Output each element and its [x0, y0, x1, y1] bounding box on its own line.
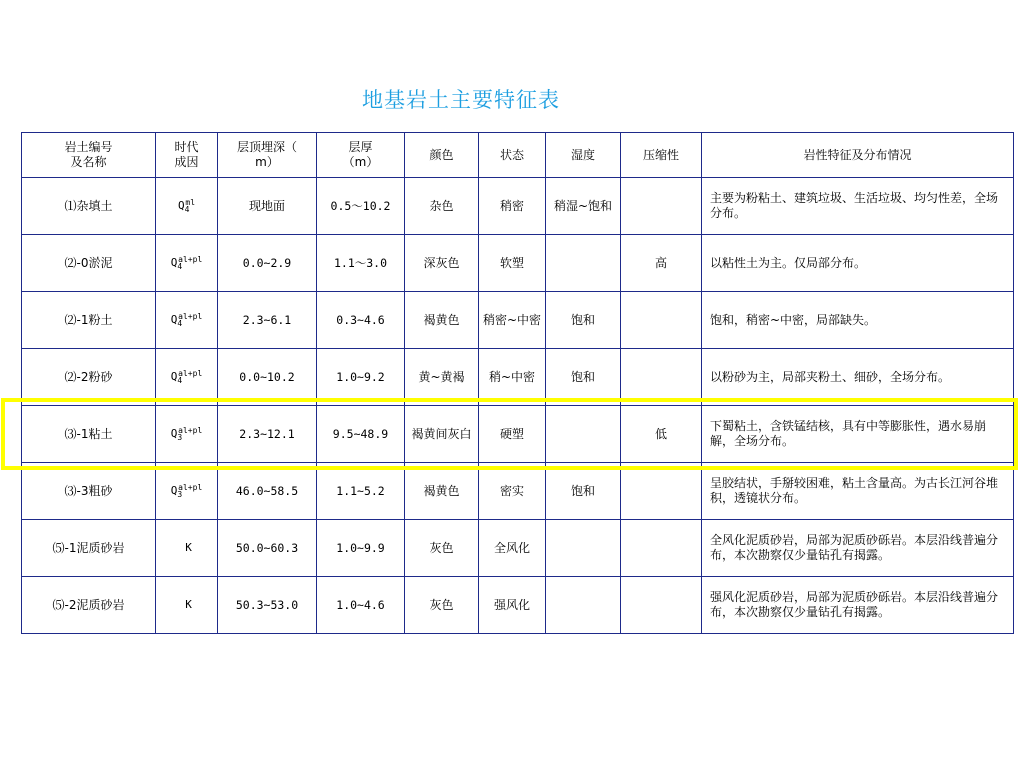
- header-age: 时代 成因: [156, 133, 218, 178]
- table-row: [22, 406, 1014, 463]
- cell-age: K: [156, 577, 218, 634]
- cell-compressibility: [621, 178, 702, 235]
- cell-thickness: 1.0~9.9: [317, 520, 405, 577]
- cell-description: 下蜀粘土，含铁锰结核，具有中等膨胀性，遇水易崩解，全场分布。: [702, 406, 1014, 463]
- cell-compressibility: 低: [621, 406, 702, 463]
- cell-depth: 现地面: [218, 178, 317, 235]
- cell-thickness: 1.1～3.0: [317, 235, 405, 292]
- cell-humidity: 饱和: [546, 463, 621, 520]
- cell-humidity: [546, 235, 621, 292]
- cell-humidity: 饱和: [546, 292, 621, 349]
- cell-age: $Q_4^{ml}$: [156, 178, 218, 235]
- cell-depth: 50.3~53.0: [218, 577, 317, 634]
- cell-color: 黄~黄褐: [405, 349, 479, 406]
- cell-age: $Q_4^{al+pl}$: [156, 292, 218, 349]
- cell-depth: 50.0~60.3: [218, 520, 317, 577]
- header-color: 颜色: [405, 133, 479, 178]
- cell-name: ⑶-3粗砂: [22, 463, 156, 520]
- cell-thickness: 9.5~48.9: [317, 406, 405, 463]
- cell-age: $Q_3^{al+pl}$: [156, 406, 218, 463]
- table-row: [22, 577, 1014, 634]
- cell-state: 硬塑: [479, 406, 546, 463]
- cell-thickness: 0.5～10.2: [317, 178, 405, 235]
- cell-name: ⑵-0淤泥: [22, 235, 156, 292]
- table-header-row: [22, 133, 1014, 178]
- cell-depth: 0.0~2.9: [218, 235, 317, 292]
- cell-name: ⑴杂填土: [22, 178, 156, 235]
- cell-state: 稍密~中密: [479, 292, 546, 349]
- cell-thickness: 1.0~4.6: [317, 577, 405, 634]
- cell-description: 主要为粉粘土、建筑垃圾、生活垃圾、均匀性差，全场分布。: [702, 178, 1014, 235]
- table-row: [22, 235, 1014, 292]
- cell-depth: 2.3~6.1: [218, 292, 317, 349]
- cell-description: 以粉砂为主，局部夹粉土、细砂，全场分布。: [702, 349, 1014, 406]
- cell-description: 强风化泥质砂岩，局部为泥质砂砾岩。本层沿线普遍分布，本次勘察仅少量钻孔有揭露。: [702, 577, 1014, 634]
- cell-state: 稍~中密: [479, 349, 546, 406]
- cell-humidity: [546, 520, 621, 577]
- cell-depth: 0.0~10.2: [218, 349, 317, 406]
- cell-humidity: 稍湿~饱和: [546, 178, 621, 235]
- header-humidity: 湿度: [546, 133, 621, 178]
- cell-color: 褐黄间灰白: [405, 406, 479, 463]
- cell-state: 密实: [479, 463, 546, 520]
- header-name: 岩土编号 及名称: [22, 133, 156, 178]
- cell-compressibility: [621, 292, 702, 349]
- table-row: [22, 178, 1014, 235]
- cell-name: ⑵-1粉土: [22, 292, 156, 349]
- table-row: [22, 292, 1014, 349]
- cell-name: ⑸-2泥质砂岩: [22, 577, 156, 634]
- cell-age: $Q_3^{al+pl}$: [156, 463, 218, 520]
- cell-age: K: [156, 520, 218, 577]
- cell-compressibility: [621, 520, 702, 577]
- header-state: 状态: [479, 133, 546, 178]
- header-thickness: 层厚 （m）: [317, 133, 405, 178]
- cell-name: ⑸-1泥质砂岩: [22, 520, 156, 577]
- table-row: [22, 349, 1014, 406]
- cell-depth: 46.0~58.5: [218, 463, 317, 520]
- cell-state: 软塑: [479, 235, 546, 292]
- table-row: [22, 463, 1014, 520]
- cell-thickness: 1.0~9.2: [317, 349, 405, 406]
- cell-humidity: [546, 406, 621, 463]
- cell-color: 杂色: [405, 178, 479, 235]
- cell-name: ⑵-2粉砂: [22, 349, 156, 406]
- cell-description: 全风化泥质砂岩，局部为泥质砂砾岩。本层沿线普遍分布，本次勘察仅少量钻孔有揭露。: [702, 520, 1014, 577]
- cell-humidity: 饱和: [546, 349, 621, 406]
- cell-compressibility: [621, 349, 702, 406]
- cell-age: $Q_4^{al+pl}$: [156, 235, 218, 292]
- cell-state: 稍密: [479, 178, 546, 235]
- cell-color: 褐黄色: [405, 292, 479, 349]
- cell-compressibility: 高: [621, 235, 702, 292]
- cell-depth: 2.3~12.1: [218, 406, 317, 463]
- cell-state: 强风化: [479, 577, 546, 634]
- cell-compressibility: [621, 577, 702, 634]
- soil-characteristics-table: [21, 132, 1014, 634]
- cell-age: $Q_4^{al+pl}$: [156, 349, 218, 406]
- header-depth: 层顶埋深（ m）: [218, 133, 317, 178]
- cell-thickness: 1.1~5.2: [317, 463, 405, 520]
- cell-color: 褐黄色: [405, 463, 479, 520]
- cell-color: 灰色: [405, 577, 479, 634]
- cell-color: 深灰色: [405, 235, 479, 292]
- cell-state: 全风化: [479, 520, 546, 577]
- cell-description: 以粘性土为主。仅局部分布。: [702, 235, 1014, 292]
- cell-humidity: [546, 577, 621, 634]
- header-compressibility: 压缩性: [621, 133, 702, 178]
- cell-name: ⑶-1粘土: [22, 406, 156, 463]
- cell-description: 饱和，稍密~中密，局部缺失。: [702, 292, 1014, 349]
- cell-compressibility: [621, 463, 702, 520]
- cell-description: 呈胶结状，手掰较困难，粘土含量高。为古长江河谷堆积，透镜状分布。: [702, 463, 1014, 520]
- cell-thickness: 0.3~4.6: [317, 292, 405, 349]
- page-title: 地基岩土主要特征表: [362, 88, 560, 112]
- header-description: 岩性特征及分布情况: [702, 133, 1014, 178]
- cell-color: 灰色: [405, 520, 479, 577]
- table-row: [22, 520, 1014, 577]
